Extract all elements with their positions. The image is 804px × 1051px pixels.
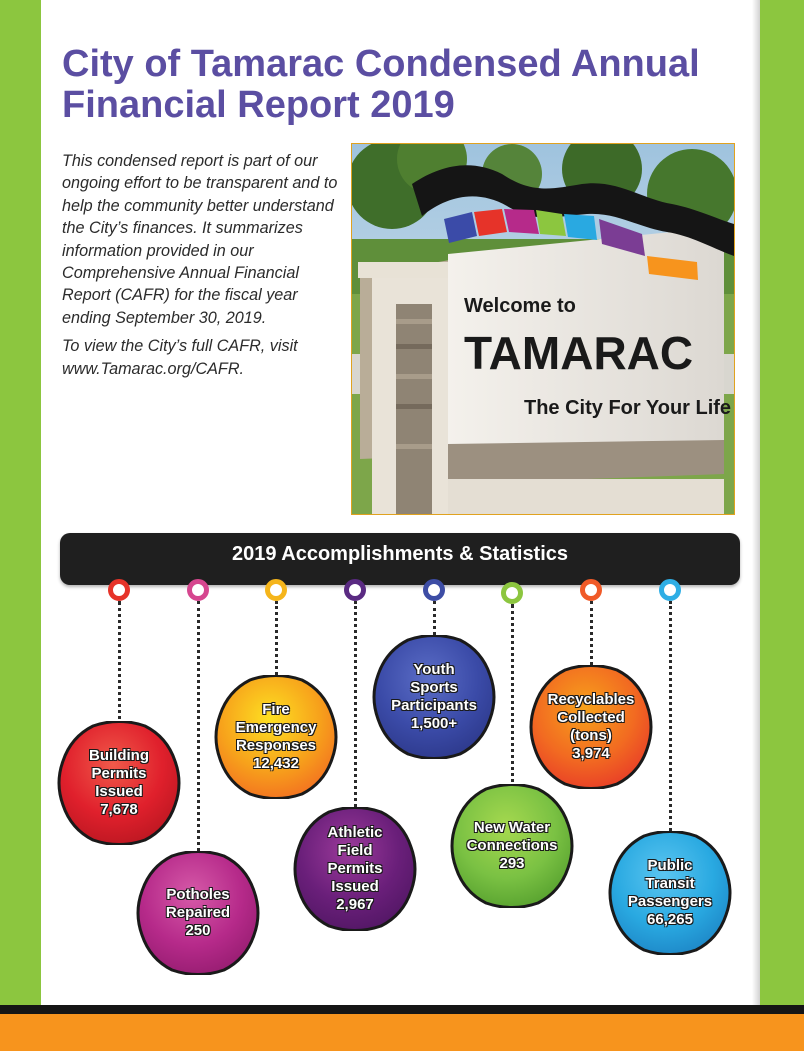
dotted-connector xyxy=(669,601,672,837)
stat-badge-youth-sports xyxy=(372,635,496,759)
stat-label: Athletic Field Permits Issued xyxy=(327,824,383,895)
stat-dot xyxy=(187,579,209,601)
footer-orange-strip xyxy=(0,1014,804,1051)
stat-badge-recyclables xyxy=(529,665,653,789)
badge-text xyxy=(608,831,732,955)
footer-black-strip xyxy=(0,1005,804,1014)
stat-value: 1,500+ xyxy=(410,715,458,732)
stat-value: 250 xyxy=(185,922,211,939)
stat-dot xyxy=(265,579,287,601)
stat-label: Building Permits Issued xyxy=(89,747,149,800)
stat-badge-athletic-permits xyxy=(293,807,417,931)
badge-text xyxy=(214,675,338,799)
stat-dot xyxy=(423,579,445,601)
welcome-sign-photo xyxy=(351,143,735,515)
stat-label: Potholes Repaired xyxy=(165,886,231,921)
stat-label: Youth Sports Participants xyxy=(391,661,477,714)
stat-dot xyxy=(580,579,602,601)
stat-badge-potholes xyxy=(136,851,260,975)
badge-text xyxy=(136,851,260,975)
cafr-link-paragraph: To view the City’s full CAFR, visit www.Tamarac.org/CAFR. xyxy=(62,337,298,378)
stat-value: 293 xyxy=(499,855,525,872)
stat-value: 2,967 xyxy=(336,896,374,913)
stat-label: Recyclables Collected (tons) xyxy=(547,691,635,744)
left-green-border xyxy=(0,0,41,1005)
stat-label: Fire Emergency Responses xyxy=(235,701,317,754)
stat-value: 3,974 xyxy=(572,745,610,762)
stat-badge-fire-emergency xyxy=(214,675,338,799)
sign-welcome-text: Welcome to xyxy=(464,295,576,317)
dotted-connector xyxy=(354,601,357,813)
badge-text xyxy=(529,665,653,789)
page-title: City of Tamarac Condensed Annual Financial Report 2019 xyxy=(62,43,700,126)
sign-tamarac-text: TAMARAC xyxy=(464,327,694,379)
stat-badge-water-connections xyxy=(450,784,574,908)
stat-value: 66,265 xyxy=(647,911,693,928)
badge-text xyxy=(372,635,496,759)
badge-text xyxy=(57,721,181,845)
intro-text xyxy=(62,150,344,386)
accomplishments-banner: 2019 Accomplishments & Statistics xyxy=(60,533,740,585)
stat-dot xyxy=(108,579,130,601)
right-green-border xyxy=(760,0,804,1005)
stat-value: 7,678 xyxy=(100,801,138,818)
dotted-connector xyxy=(197,601,200,857)
stat-dot xyxy=(344,579,366,601)
right-border-shadow xyxy=(752,0,760,1005)
stat-badge-building-permits xyxy=(57,721,181,845)
stat-badge-public-transit xyxy=(608,831,732,955)
badge-text xyxy=(450,784,574,908)
stat-label: New Water Connections xyxy=(466,819,558,854)
dotted-connector xyxy=(511,604,514,790)
dotted-connector xyxy=(590,601,593,671)
intro-paragraph: This condensed report is part of our ongoing effort to be transparent and to help the community better understand the City’s finances. It summarizes information provided in our Comprehensive Annual Financial Report (CAFR) for the fiscal year ending September 30, 2019. xyxy=(62,152,338,327)
stat-label: Public Transit Passengers xyxy=(627,857,713,910)
sign-slogan-text: The City For Your Life xyxy=(524,397,732,419)
stat-value: 12,432 xyxy=(253,755,299,772)
stat-dot xyxy=(659,579,681,601)
badge-text xyxy=(293,807,417,931)
dotted-connector xyxy=(118,601,121,727)
dotted-connector xyxy=(275,601,278,681)
stat-dot xyxy=(501,582,523,604)
